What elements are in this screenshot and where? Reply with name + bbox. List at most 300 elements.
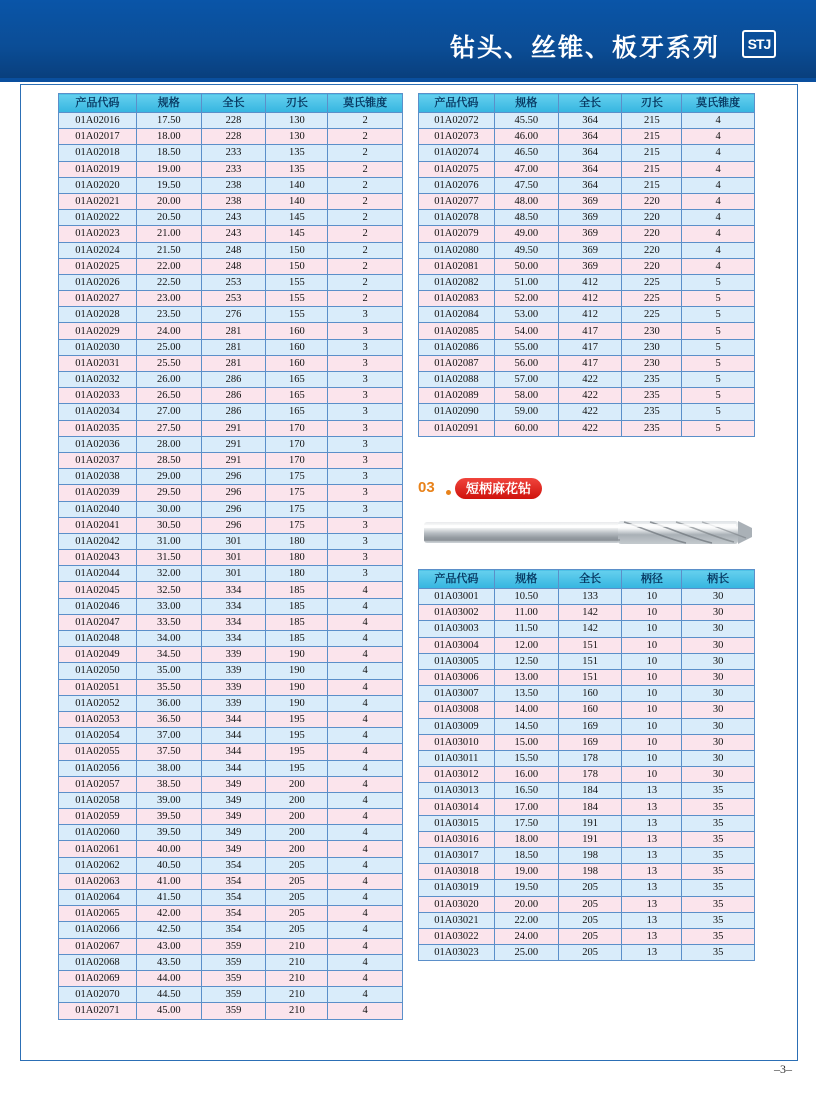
cell-value-4: 4 [328,1003,403,1019]
cell-value-4: 4 [328,614,403,630]
cell-value-1: 44.50 [136,987,201,1003]
table-row [59,420,403,436]
cell-product-code: 01A02042 [59,533,137,549]
cell-value-4: 3 [328,452,403,468]
cell-value-3: 220 [622,193,682,209]
cell-value-1: 27.00 [136,404,201,420]
table-row [419,831,755,847]
cell-value-3: 205 [266,906,328,922]
table-row [59,501,403,517]
cell-value-3: 180 [266,566,328,582]
cell-value-4: 4 [328,598,403,614]
cell-product-code: 01A02060 [59,825,137,841]
table-row [59,711,403,727]
cell-value-1: 19.50 [136,177,201,193]
cell-product-code: 01A02069 [59,970,137,986]
cell-value-4: 2 [328,129,403,145]
cell-value-1: 60.00 [494,420,558,436]
cell-value-4: 5 [682,355,755,371]
cell-value-1: 28.00 [136,436,201,452]
cell-value-3: 225 [622,274,682,290]
cell-value-2: 253 [201,274,266,290]
cell-value-2: 364 [558,145,622,161]
section-label: 短柄麻花钻 [455,478,542,499]
table-row [59,323,403,339]
cell-product-code: 01A02084 [419,307,495,323]
cell-product-code: 01A03016 [419,831,495,847]
table-row [59,679,403,695]
cell-value-2: 276 [201,307,266,323]
table-row [59,129,403,145]
cell-value-2: 339 [201,647,266,663]
cell-product-code: 01A03013 [419,783,495,799]
cell-value-2: 349 [201,809,266,825]
table-row [59,258,403,274]
cell-value-1: 42.00 [136,906,201,922]
cell-product-code: 01A02076 [419,177,495,193]
cell-value-2: 354 [201,922,266,938]
column-header-4: 柄长 [682,570,755,589]
cell-value-2: 344 [201,728,266,744]
column-header-2: 全长 [201,94,266,113]
cell-value-3: 13 [622,945,682,961]
cell-value-2: 334 [201,614,266,630]
cell-value-4: 4 [682,193,755,209]
cell-value-4: 2 [328,258,403,274]
cell-value-4: 3 [328,533,403,549]
cell-value-4: 30 [682,767,755,783]
cell-value-4: 4 [682,113,755,129]
cell-value-3: 13 [622,880,682,896]
table-row [419,420,755,436]
table-row [419,945,755,961]
cell-value-3: 220 [622,210,682,226]
cell-value-2: 349 [201,776,266,792]
table-row [59,550,403,566]
cell-value-4: 30 [682,702,755,718]
column-header-1: 规格 [136,94,201,113]
table-row [419,637,755,653]
cell-product-code: 01A02089 [419,388,495,404]
table-row [59,987,403,1003]
cell-value-3: 10 [622,702,682,718]
cell-value-2: 412 [558,274,622,290]
table-row [59,906,403,922]
cell-product-code: 01A02019 [59,161,137,177]
column-header-2: 全长 [558,570,622,589]
cell-value-1: 26.00 [136,372,201,388]
cell-value-2: 248 [201,258,266,274]
cell-value-4: 4 [682,145,755,161]
cell-product-code: 01A02024 [59,242,137,258]
table-right-top-wrapper [418,93,755,437]
column-header-1: 规格 [494,94,558,113]
cell-value-3: 215 [622,145,682,161]
cell-value-1: 27.50 [136,420,201,436]
cell-product-code: 01A02036 [59,436,137,452]
cell-value-4: 4 [328,760,403,776]
cell-value-4: 2 [328,242,403,258]
cell-product-code: 01A02081 [419,258,495,274]
cell-value-4: 4 [328,647,403,663]
cell-value-4: 2 [328,113,403,129]
cell-product-code: 01A02070 [59,987,137,1003]
cell-value-1: 38.50 [136,776,201,792]
cell-value-4: 4 [328,825,403,841]
cell-value-3: 160 [266,339,328,355]
cell-value-1: 10.50 [494,589,558,605]
cell-value-3: 135 [266,145,328,161]
table-row [419,686,755,702]
cell-value-1: 22.00 [136,258,201,274]
cell-value-4: 30 [682,686,755,702]
cell-value-1: 29.50 [136,485,201,501]
table-row [59,291,403,307]
cell-value-4: 2 [328,161,403,177]
table-row [59,226,403,242]
cell-value-3: 165 [266,388,328,404]
cell-value-2: 369 [558,226,622,242]
table-row [59,210,403,226]
table-row [59,469,403,485]
table-row [59,404,403,420]
column-header-4: 莫氏锥度 [682,94,755,113]
cell-value-1: 48.50 [494,210,558,226]
cell-value-4: 4 [328,970,403,986]
table-row [419,848,755,864]
cell-product-code: 01A02062 [59,857,137,873]
cell-value-4: 3 [328,388,403,404]
cell-value-1: 43.50 [136,954,201,970]
cell-product-code: 01A02085 [419,323,495,339]
cell-value-4: 3 [328,404,403,420]
table-row [419,274,755,290]
cell-product-code: 01A02078 [419,210,495,226]
cell-product-code: 01A02055 [59,744,137,760]
cell-value-1: 35.00 [136,663,201,679]
cell-value-4: 5 [682,404,755,420]
cell-value-4: 30 [682,750,755,766]
table-row [59,809,403,825]
cell-value-2: 198 [558,848,622,864]
cell-value-4: 4 [328,890,403,906]
cell-value-2: 205 [558,945,622,961]
cell-value-4: 35 [682,848,755,864]
cell-value-3: 215 [622,113,682,129]
cell-value-2: 142 [558,621,622,637]
cell-value-1: 12.00 [494,637,558,653]
cell-value-1: 21.00 [136,226,201,242]
table-row [419,767,755,783]
cell-value-4: 3 [328,485,403,501]
cell-product-code: 01A02057 [59,776,137,792]
cell-product-code: 01A02048 [59,631,137,647]
cell-value-3: 210 [266,970,328,986]
table-row [59,873,403,889]
cell-value-2: 286 [201,388,266,404]
cell-value-2: 296 [201,485,266,501]
cell-value-4: 3 [328,339,403,355]
cell-value-4: 4 [682,210,755,226]
cell-value-1: 32.50 [136,582,201,598]
cell-value-4: 5 [682,323,755,339]
cell-value-3: 165 [266,404,328,420]
cell-value-1: 18.00 [136,129,201,145]
cell-value-4: 2 [328,226,403,242]
cell-value-3: 140 [266,177,328,193]
cell-product-code: 01A02077 [419,193,495,209]
cell-value-4: 5 [682,307,755,323]
cell-product-code: 01A02041 [59,517,137,533]
cell-value-2: 354 [201,906,266,922]
cell-value-3: 215 [622,129,682,145]
cell-value-2: 359 [201,938,266,954]
cell-value-3: 145 [266,226,328,242]
cell-value-3: 200 [266,776,328,792]
cell-product-code: 01A02023 [59,226,137,242]
table-row [419,702,755,718]
cell-value-2: 354 [201,873,266,889]
cell-value-1: 23.00 [136,291,201,307]
table-row [419,307,755,323]
cell-value-4: 4 [328,663,403,679]
table-row [419,177,755,193]
cell-value-2: 301 [201,566,266,582]
cell-product-code: 01A02079 [419,226,495,242]
table-row [59,193,403,209]
cell-value-1: 11.50 [494,621,558,637]
cell-value-1: 25.00 [494,945,558,961]
cell-value-2: 228 [201,113,266,129]
section-dot-icon [446,490,451,495]
cell-value-2: 359 [201,1003,266,1019]
cell-product-code: 01A03012 [419,767,495,783]
cell-value-3: 185 [266,614,328,630]
table-row [419,388,755,404]
cell-value-3: 13 [622,864,682,880]
cell-value-1: 37.50 [136,744,201,760]
cell-product-code: 01A02047 [59,614,137,630]
cell-product-code: 01A03015 [419,815,495,831]
cell-value-2: 417 [558,323,622,339]
cell-value-2: 349 [201,841,266,857]
cell-value-4: 4 [328,809,403,825]
cell-product-code: 01A03023 [419,945,495,961]
cell-product-code: 01A02037 [59,452,137,468]
cell-value-2: 184 [558,799,622,815]
cell-value-1: 39.50 [136,825,201,841]
cell-value-2: 334 [201,598,266,614]
cell-value-3: 175 [266,517,328,533]
cell-value-3: 190 [266,679,328,695]
cell-value-4: 30 [682,621,755,637]
cell-product-code: 01A02034 [59,404,137,420]
cell-value-4: 30 [682,637,755,653]
cell-value-4: 4 [682,258,755,274]
cell-value-2: 344 [201,760,266,776]
cell-value-3: 195 [266,760,328,776]
table-row [419,404,755,420]
page-title: 钻头、丝锥、板牙系列 [449,34,720,62]
table-row [59,517,403,533]
cell-product-code: 01A02018 [59,145,137,161]
cell-value-4: 4 [328,776,403,792]
cell-product-code: 01A02030 [59,339,137,355]
section-heading [418,478,648,500]
cell-value-3: 175 [266,485,328,501]
cell-value-2: 369 [558,242,622,258]
cell-value-2: 369 [558,210,622,226]
cell-value-3: 10 [622,767,682,783]
table-row [59,1003,403,1019]
cell-product-code: 01A02086 [419,339,495,355]
cell-value-1: 44.00 [136,970,201,986]
cell-value-1: 31.50 [136,550,201,566]
cell-product-code: 01A02056 [59,760,137,776]
cell-value-1: 20.00 [136,193,201,209]
cell-value-2: 339 [201,679,266,695]
cell-product-code: 01A02083 [419,291,495,307]
cell-value-2: 301 [201,533,266,549]
cell-value-2: 344 [201,744,266,760]
cell-product-code: 01A02033 [59,388,137,404]
cell-value-2: 191 [558,831,622,847]
cell-value-1: 19.00 [494,864,558,880]
table-row [59,760,403,776]
cell-product-code: 01A03004 [419,637,495,653]
cell-value-4: 4 [328,857,403,873]
cell-value-1: 11.00 [494,605,558,621]
cell-value-3: 220 [622,242,682,258]
cell-value-2: 281 [201,323,266,339]
cell-product-code: 01A02087 [419,355,495,371]
cell-product-code: 01A02028 [59,307,137,323]
spec-table-right-top [418,93,755,437]
cell-value-3: 205 [266,873,328,889]
column-header-3: 柄径 [622,570,682,589]
cell-product-code: 01A03008 [419,702,495,718]
cell-value-1: 56.00 [494,355,558,371]
cell-value-1: 34.00 [136,631,201,647]
table-row [419,605,755,621]
table-row [419,258,755,274]
table-row [59,663,403,679]
cell-value-2: 191 [558,815,622,831]
cell-value-4: 3 [328,323,403,339]
table-row [419,210,755,226]
table-row [419,621,755,637]
cell-value-4: 3 [328,501,403,517]
cell-value-1: 30.50 [136,517,201,533]
cell-product-code: 01A02022 [59,210,137,226]
cell-value-3: 175 [266,501,328,517]
cell-value-1: 17.50 [494,815,558,831]
table-row [59,792,403,808]
cell-value-2: 344 [201,711,266,727]
cell-product-code: 01A02072 [419,113,495,129]
table-row [59,274,403,290]
cell-value-4: 3 [328,469,403,485]
table-row [59,307,403,323]
table-row [419,372,755,388]
cell-value-1: 35.50 [136,679,201,695]
cell-value-3: 205 [266,890,328,906]
section-number: 03 [418,479,435,496]
cell-product-code: 01A02035 [59,420,137,436]
cell-value-1: 13.00 [494,669,558,685]
table-row [59,485,403,501]
cell-value-3: 185 [266,582,328,598]
cell-value-3: 13 [622,831,682,847]
cell-value-3: 10 [622,637,682,653]
cell-value-2: 248 [201,242,266,258]
cell-product-code: 01A03009 [419,718,495,734]
table-row [419,880,755,896]
column-header-3: 刃长 [266,94,328,113]
cell-value-2: 291 [201,452,266,468]
cell-product-code: 01A02063 [59,873,137,889]
cell-value-2: 364 [558,129,622,145]
cell-value-1: 36.00 [136,695,201,711]
cell-product-code: 01A03005 [419,653,495,669]
cell-value-2: 243 [201,210,266,226]
table-row [419,355,755,371]
table-row [59,355,403,371]
cell-value-2: 133 [558,589,622,605]
table-row [59,533,403,549]
cell-value-4: 2 [328,193,403,209]
cell-value-4: 30 [682,734,755,750]
table-left-wrapper [58,93,403,1020]
page-number: –3– [774,1062,792,1076]
spec-table-right-bottom [418,569,755,961]
cell-value-1: 43.00 [136,938,201,954]
cell-value-3: 155 [266,274,328,290]
cell-value-2: 417 [558,355,622,371]
cell-value-2: 286 [201,404,266,420]
cell-value-3: 10 [622,718,682,734]
cell-product-code: 01A02039 [59,485,137,501]
cell-value-3: 135 [266,161,328,177]
cell-value-1: 50.00 [494,258,558,274]
cell-product-code: 01A02080 [419,242,495,258]
cell-product-code: 01A02017 [59,129,137,145]
cell-value-1: 34.50 [136,647,201,663]
cell-value-4: 2 [328,210,403,226]
cell-value-2: 253 [201,291,266,307]
cell-product-code: 01A02031 [59,355,137,371]
cell-value-2: 178 [558,767,622,783]
cell-value-3: 190 [266,663,328,679]
table-row [419,323,755,339]
cell-value-3: 160 [266,355,328,371]
table-row [419,815,755,831]
cell-value-1: 47.50 [494,177,558,193]
cell-value-4: 30 [682,605,755,621]
cell-product-code: 01A02058 [59,792,137,808]
cell-value-3: 10 [622,750,682,766]
cell-product-code: 01A02082 [419,274,495,290]
cell-value-4: 5 [682,274,755,290]
table-row [59,890,403,906]
cell-value-2: 349 [201,825,266,841]
table-row [419,799,755,815]
cell-value-3: 200 [266,792,328,808]
cell-value-1: 40.50 [136,857,201,873]
cell-value-3: 185 [266,598,328,614]
cell-value-3: 180 [266,533,328,549]
cell-value-3: 235 [622,404,682,420]
